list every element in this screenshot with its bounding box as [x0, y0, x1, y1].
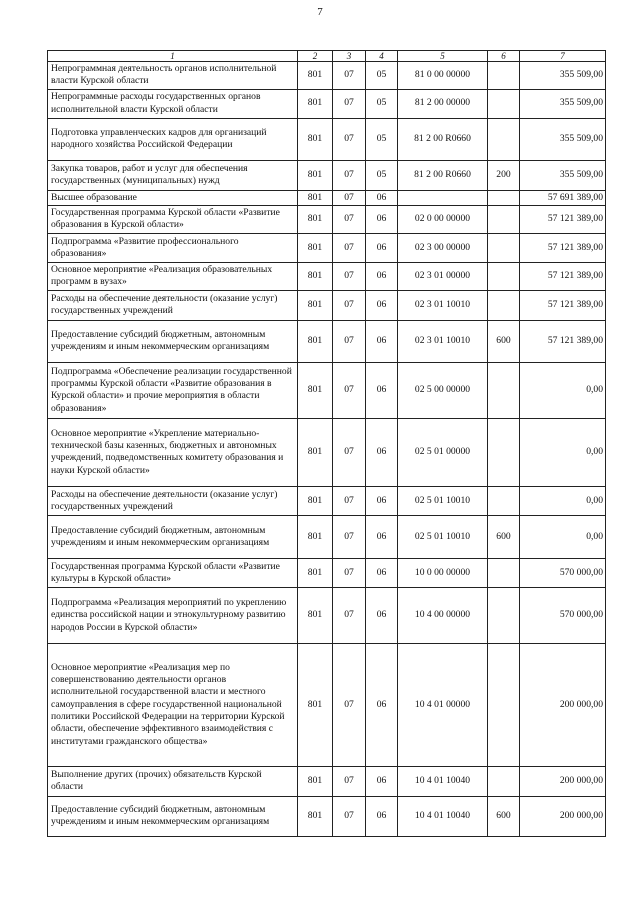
ministry-code: 801	[298, 262, 333, 290]
subsection-code: 06	[366, 190, 398, 205]
ministry-code: 801	[298, 190, 333, 205]
section-code: 07	[333, 89, 366, 118]
row-name: Расходы на обеспечение деятельности (оказание услуг) государственных учреждений	[48, 290, 298, 320]
row-name: Подготовка управленческих кадров для организаций народного хозяйства Российской Федерации	[48, 118, 298, 160]
row-name: Подпрограмма «Развитие профессионального образования»	[48, 233, 298, 262]
row-name: Предоставление субсидий бюджетным, автономным учреждениям и иным некоммерческим организациям	[48, 515, 298, 558]
subsection-code: 06	[366, 320, 398, 362]
subsection-code: 06	[366, 362, 398, 418]
expense-type-code: 600	[488, 515, 520, 558]
subsection-code: 06	[366, 558, 398, 587]
target-article-code: 81 2 00 00000	[398, 89, 488, 118]
expense-type-code	[488, 89, 520, 118]
amount: 0,00	[520, 515, 606, 558]
amount: 57 121 389,00	[520, 320, 606, 362]
section-code: 07	[333, 515, 366, 558]
row-name: Предоставление субсидий бюджетным, автономным учреждениям и иным некоммерческим организациям	[48, 796, 298, 836]
subsection-code: 06	[366, 233, 398, 262]
table-row	[48, 558, 606, 587]
target-article-code: 10 4 01 10040	[398, 766, 488, 796]
amount: 57 121 389,00	[520, 262, 606, 290]
expense-type-code	[488, 118, 520, 160]
target-article-code: 02 5 01 00000	[398, 418, 488, 486]
row-name: Основное мероприятие «Реализация образовательных программ в вузах»	[48, 262, 298, 290]
ministry-code: 801	[298, 486, 333, 515]
expense-type-code: 600	[488, 320, 520, 362]
amount: 200 000,00	[520, 643, 606, 766]
amount: 0,00	[520, 486, 606, 515]
section-code: 07	[333, 320, 366, 362]
subsection-code: 06	[366, 515, 398, 558]
target-article-code: 81 2 00 R0660	[398, 160, 488, 190]
table-row	[48, 320, 606, 362]
amount: 0,00	[520, 418, 606, 486]
target-article-code: 10 4 00 00000	[398, 587, 488, 643]
target-article-code: 02 5 01 10010	[398, 515, 488, 558]
table-row	[48, 190, 606, 205]
column-number: 2	[298, 51, 333, 62]
subsection-code: 05	[366, 160, 398, 190]
row-name: Непрограммная деятельность органов исполнительной власти Курской области	[48, 62, 298, 90]
column-number: 6	[488, 51, 520, 62]
amount: 355 509,00	[520, 62, 606, 90]
row-name: Непрограммные расходы государственных органов исполнительной власти Курской области	[48, 89, 298, 118]
expense-type-code	[488, 418, 520, 486]
expense-type-code	[488, 558, 520, 587]
subsection-code: 05	[366, 62, 398, 90]
table-row	[48, 766, 606, 796]
ministry-code: 801	[298, 233, 333, 262]
target-article-code: 02 3 01 10010	[398, 290, 488, 320]
section-code: 07	[333, 190, 366, 205]
section-code: 07	[333, 362, 366, 418]
ministry-code: 801	[298, 418, 333, 486]
target-article-code: 10 4 01 10040	[398, 796, 488, 836]
row-name: Закупка товаров, работ и услуг для обеспечения государственных (муниципальных) нужд	[48, 160, 298, 190]
table-row	[48, 262, 606, 290]
subsection-code: 05	[366, 89, 398, 118]
amount: 200 000,00	[520, 766, 606, 796]
ministry-code: 801	[298, 89, 333, 118]
ministry-code: 801	[298, 62, 333, 90]
expense-type-code	[488, 290, 520, 320]
target-article-code: 02 3 01 00000	[398, 262, 488, 290]
row-name: Основное мероприятие «Реализация мер по совершенствованию деятельности органов исполнительной государственной власти и местного самоуправления в сфере государственной национальной политики Российской Федерации на территории Курской области, обеспечение эффективного взаимодействия с институтами гражданского общества»	[48, 643, 298, 766]
table-row	[48, 160, 606, 190]
row-name: Подпрограмма «Реализация мероприятий по укреплению единства российской нации и этнокультурному развитию народов России в Курской области»	[48, 587, 298, 643]
column-number: 7	[520, 51, 606, 62]
page-number: 7	[317, 6, 323, 18]
budget-table	[47, 50, 606, 837]
expense-type-code: 600	[488, 796, 520, 836]
table-row	[48, 587, 606, 643]
target-article-code: 02 5 01 10010	[398, 486, 488, 515]
subsection-code: 06	[366, 418, 398, 486]
ministry-code: 801	[298, 766, 333, 796]
column-number-row	[48, 51, 606, 62]
row-name: Государственная программа Курской области «Развитие образования в Курской области»	[48, 205, 298, 233]
expense-type-code	[488, 233, 520, 262]
row-name: Высшее образование	[48, 190, 298, 205]
subsection-code: 06	[366, 205, 398, 233]
target-article-code: 02 3 00 00000	[398, 233, 488, 262]
expense-type-code	[488, 643, 520, 766]
ministry-code: 801	[298, 290, 333, 320]
subsection-code: 06	[366, 766, 398, 796]
amount: 570 000,00	[520, 587, 606, 643]
target-article-code: 10 0 00 00000	[398, 558, 488, 587]
column-number: 3	[333, 51, 366, 62]
expense-type-code	[488, 190, 520, 205]
table-row	[48, 486, 606, 515]
ministry-code: 801	[298, 558, 333, 587]
expense-type-code	[488, 205, 520, 233]
ministry-code: 801	[298, 587, 333, 643]
expense-type-code	[488, 766, 520, 796]
ministry-code: 801	[298, 118, 333, 160]
section-code: 07	[333, 486, 366, 515]
ministry-code: 801	[298, 643, 333, 766]
target-article-code: 02 5 00 00000	[398, 362, 488, 418]
amount: 57 121 389,00	[520, 205, 606, 233]
section-code: 07	[333, 587, 366, 643]
expense-type-code	[488, 486, 520, 515]
row-name: Основное мероприятие «Укрепление материально-технической базы казенных, бюджетных и автономных учреждений, подведомственных комитету образования и науки Курской области»	[48, 418, 298, 486]
row-name: Расходы на обеспечение деятельности (оказание услуг) государственных учреждений	[48, 486, 298, 515]
ministry-code: 801	[298, 160, 333, 190]
section-code: 07	[333, 643, 366, 766]
subsection-code: 06	[366, 796, 398, 836]
row-name: Подпрограмма «Обеспечение реализации государственной программы Курской области «Развитие образования в Курской области» и прочие мероприятия в области образования»	[48, 362, 298, 418]
section-code: 07	[333, 160, 366, 190]
table-row	[48, 89, 606, 118]
amount: 355 509,00	[520, 118, 606, 160]
target-article-code: 81 2 00 R0660	[398, 118, 488, 160]
expense-type-code	[488, 587, 520, 643]
amount: 57 121 389,00	[520, 233, 606, 262]
table-row	[48, 362, 606, 418]
ministry-code: 801	[298, 515, 333, 558]
amount: 355 509,00	[520, 160, 606, 190]
table-row	[48, 233, 606, 262]
expense-type-code	[488, 262, 520, 290]
table-row	[48, 643, 606, 766]
amount: 355 509,00	[520, 89, 606, 118]
ministry-code: 801	[298, 205, 333, 233]
column-number: 4	[366, 51, 398, 62]
subsection-code: 06	[366, 262, 398, 290]
section-code: 07	[333, 62, 366, 90]
subsection-code: 06	[366, 290, 398, 320]
section-code: 07	[333, 262, 366, 290]
table-row	[48, 515, 606, 558]
target-article-code: 10 4 01 00000	[398, 643, 488, 766]
row-name: Выполнение других (прочих) обязательств Курской области	[48, 766, 298, 796]
section-code: 07	[333, 233, 366, 262]
section-code: 07	[333, 796, 366, 836]
target-article-code: 81 0 00 00000	[398, 62, 488, 90]
subsection-code: 06	[366, 486, 398, 515]
ministry-code: 801	[298, 362, 333, 418]
amount: 57 691 389,00	[520, 190, 606, 205]
target-article-code: 02 0 00 00000	[398, 205, 488, 233]
ministry-code: 801	[298, 796, 333, 836]
section-code: 07	[333, 766, 366, 796]
table-row	[48, 418, 606, 486]
column-number: 1	[48, 51, 298, 62]
subsection-code: 06	[366, 643, 398, 766]
row-name: Предоставление субсидий бюджетным, автономным учреждениям и иным некоммерческим организациям	[48, 320, 298, 362]
subsection-code: 06	[366, 587, 398, 643]
section-code: 07	[333, 418, 366, 486]
amount: 57 121 389,00	[520, 290, 606, 320]
expense-type-code	[488, 362, 520, 418]
column-number: 5	[398, 51, 488, 62]
table-row	[48, 205, 606, 233]
table-row	[48, 290, 606, 320]
subsection-code: 05	[366, 118, 398, 160]
table-row	[48, 118, 606, 160]
target-article-code: 02 3 01 10010	[398, 320, 488, 362]
expense-type-code: 200	[488, 160, 520, 190]
target-article-code	[398, 190, 488, 205]
expense-type-code	[488, 62, 520, 90]
row-name: Государственная программа Курской области «Развитие культуры в Курской области»	[48, 558, 298, 587]
section-code: 07	[333, 205, 366, 233]
section-code: 07	[333, 558, 366, 587]
section-code: 07	[333, 290, 366, 320]
ministry-code: 801	[298, 320, 333, 362]
amount: 570 000,00	[520, 558, 606, 587]
table-row	[48, 796, 606, 836]
section-code: 07	[333, 118, 366, 160]
table-row	[48, 62, 606, 90]
amount: 200 000,00	[520, 796, 606, 836]
amount: 0,00	[520, 362, 606, 418]
